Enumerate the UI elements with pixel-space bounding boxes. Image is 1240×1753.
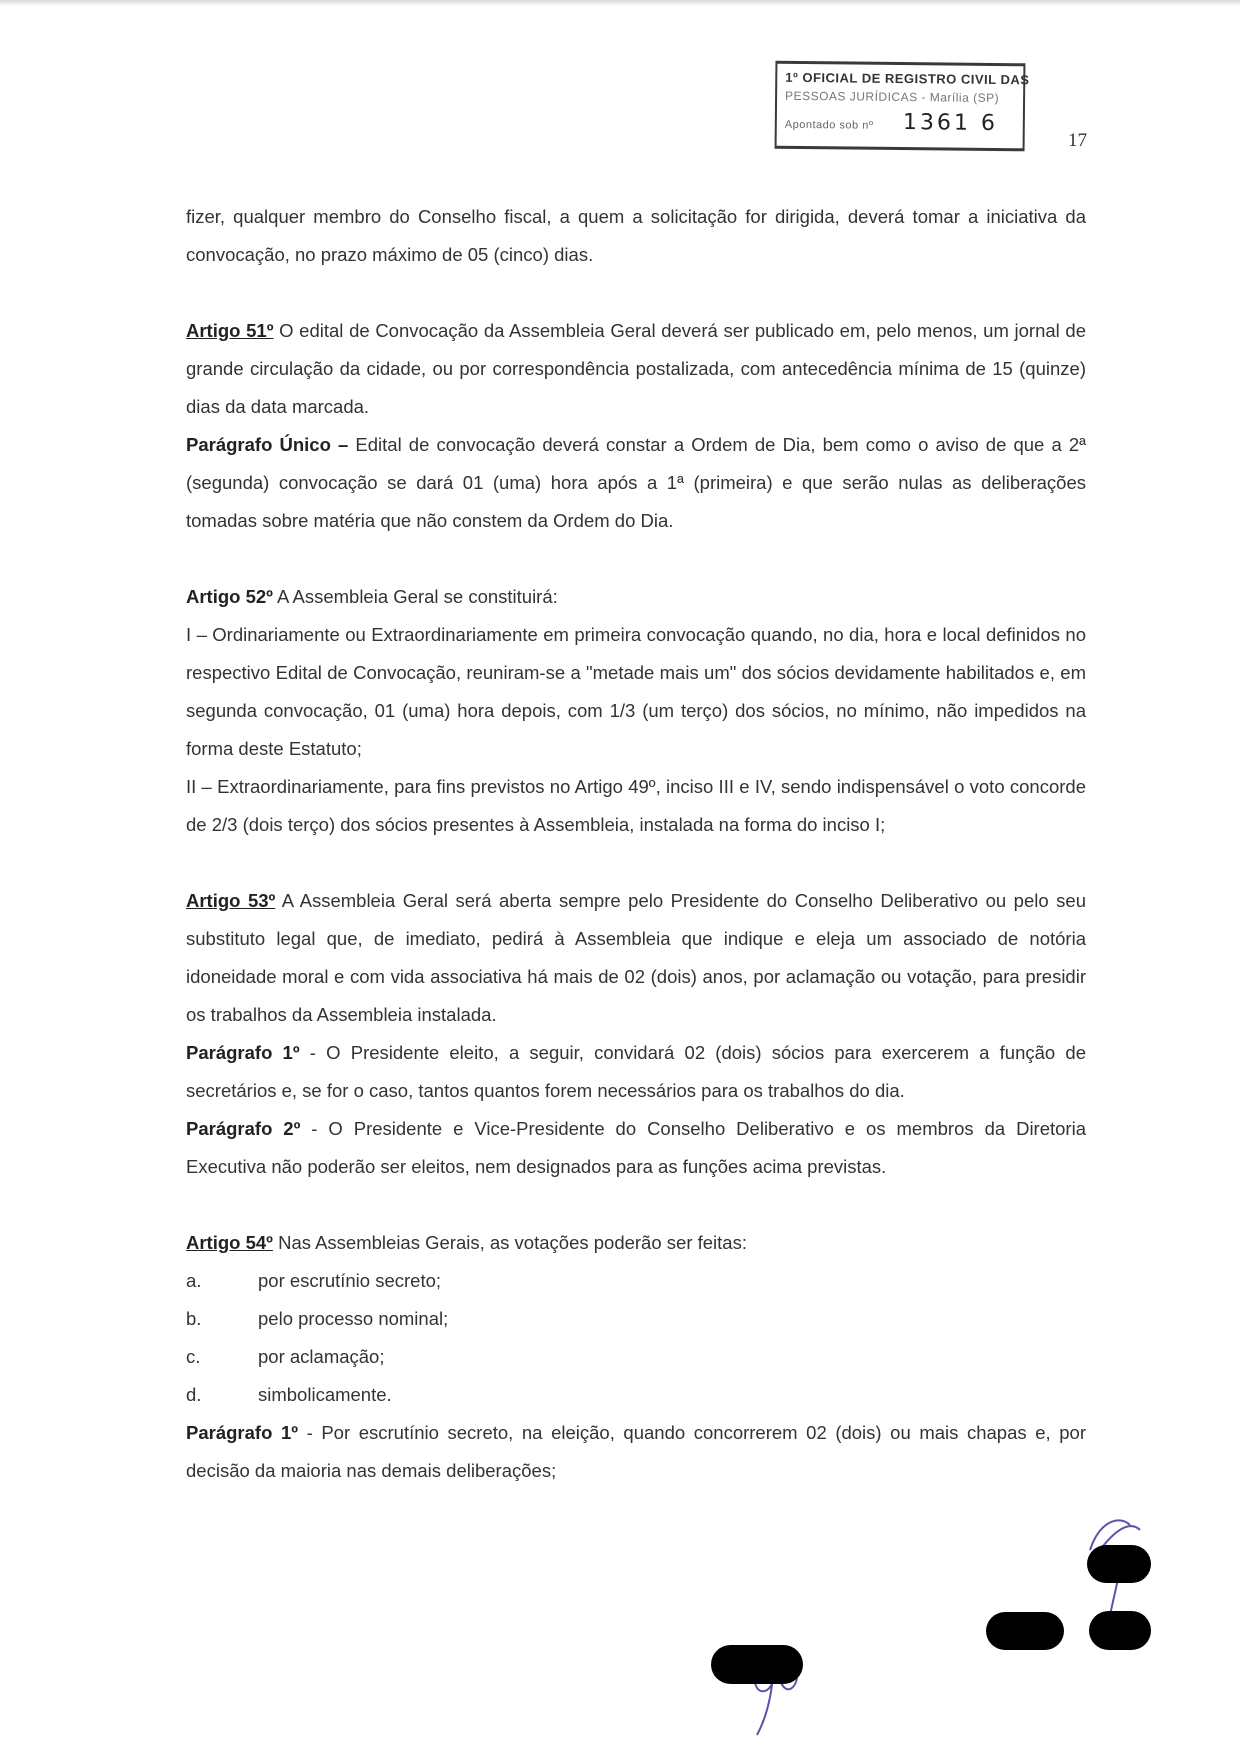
paragraph-title: Parágrafo 1º bbox=[186, 1042, 300, 1063]
article-52-item-i: I – Ordinariamente ou Extraordinariamente em primeira convocação quando, no dia, hora e local definidos no respectivo Edital de Convocação, reuniram-se a "metade mais um" dos sócios devidamente habilitados e, em segunda convocação, 01 (uma) hora depois, com 1/3 (um terço) dos sócios, no mínimo, não impedidos na forma deste Estatuto; bbox=[186, 624, 1086, 759]
list-item bbox=[186, 1376, 1086, 1414]
article-52-text: A Assembleia Geral se constituirá: bbox=[272, 586, 558, 607]
paragraph-title: Parágrafo 2º bbox=[186, 1118, 301, 1139]
registry-stamp bbox=[775, 61, 1030, 152]
redaction-block bbox=[711, 1645, 803, 1684]
article-54-title: Artigo 54º bbox=[186, 1232, 273, 1253]
article-53-paragraph-1 bbox=[186, 1034, 1086, 1110]
stamp-line-3 bbox=[785, 109, 1017, 136]
document-body bbox=[186, 198, 1086, 1490]
redaction-block bbox=[986, 1612, 1064, 1650]
list-marker: c. bbox=[186, 1346, 201, 1367]
article-53-text: A Assembleia Geral será aberta sempre pelo Presidente do Conselho Deliberativo ou pelo seu substituto legal que, de imediato, pedirá à Assembleia que indique e eleja um associado de notória idoneidade moral e com vida associativa há mais de 02 (dois) anos, por aclamação ou votação, para presidir os trabalhos da Assembleia instalada. bbox=[186, 890, 1086, 1025]
paragraph-text: - Por escrutínio secreto, na eleição, quando concorrerem 02 (dois) ou mais chapas e, por decisão da maioria nas demais deliberações; bbox=[186, 1422, 1086, 1481]
redaction-block bbox=[1089, 1611, 1151, 1650]
list-text: simbolicamente. bbox=[258, 1384, 392, 1405]
article-52-title: Artigo 52º bbox=[186, 586, 273, 607]
list-marker: b. bbox=[186, 1308, 202, 1329]
article-52-item-ii: II – Extraordinariamente, para fins previstos no Artigo 49º, inciso III e IV, sendo indispensável o voto concorde de 2/3 (dois terço) dos sócios presentes à Assembleia, instalada na forma do inciso I; bbox=[186, 776, 1086, 835]
article-51-title: Artigo 51º bbox=[186, 320, 274, 341]
list-marker: a. bbox=[186, 1270, 202, 1291]
paragraph-text: Edital de convocação deverá constar a Ordem de Dia, bem como o aviso de que a 2ª (segunda) convocação se dará 01 (uma) hora após a 1ª (primeira) e que serão nulas as deliberações tomadas sobre matéria que não constem da Ordem do Dia. bbox=[186, 434, 1087, 531]
list-item bbox=[186, 1262, 1086, 1300]
list-item bbox=[186, 1338, 1086, 1376]
paragraph-title: Parágrafo Único – bbox=[186, 434, 349, 455]
article-53 bbox=[186, 882, 1086, 1034]
list-item bbox=[186, 1300, 1086, 1338]
redaction-block bbox=[1087, 1545, 1151, 1583]
stamp-label: Apontado sob nº bbox=[784, 118, 874, 132]
list-text: por escrutínio secreto; bbox=[258, 1270, 442, 1291]
stamp-line-1: 1º OFICIAL DE REGISTRO CIVIL DAS bbox=[785, 69, 1030, 88]
list-text: pelo processo nominal; bbox=[258, 1308, 449, 1329]
intro-paragraph: fizer, qualquer membro do Conselho fiscal, a quem a solicitação for dirigida, deverá tomar a iniciativa da convocação, no prazo máximo de 05 (cinco) dias. bbox=[186, 206, 1086, 265]
article-54-text: Nas Assembleias Gerais, as votações poderão ser feitas: bbox=[272, 1232, 747, 1253]
list-text: por aclamação; bbox=[258, 1346, 385, 1367]
list-marker: d. bbox=[186, 1384, 202, 1405]
paragraph-text: - O Presidente eleito, a seguir, convidará 02 (dois) sócios para exercerem a função de secretários e, se for o caso, tantos quantos forem necessários para os trabalhos do dia. bbox=[186, 1042, 1086, 1101]
article-51-paragraph bbox=[186, 426, 1086, 540]
stamp-line-2: PESSOAS JURÍDICAS - Marília (SP) bbox=[785, 88, 1000, 106]
paragraph-title: Parágrafo 1º bbox=[186, 1422, 298, 1443]
scan-edge bbox=[0, 0, 1240, 6]
article-54 bbox=[186, 1224, 1086, 1262]
article-54-paragraph-1 bbox=[186, 1414, 1086, 1490]
stamp-number: 1361 6 bbox=[902, 110, 999, 137]
article-51 bbox=[186, 312, 1086, 426]
paragraph-text: - O Presidente e Vice-Presidente do Conselho Deliberativo e os membros da Diretoria Executiva não poderão ser eleitos, nem designados para as funções acima previstas. bbox=[186, 1118, 1086, 1177]
article-51-text: O edital de Convocação da Assembleia Geral deverá ser publicado em, pelo menos, um jornal de grande circulação da cidade, ou por correspondência postalizada, com antecedência mínima de 15 (quinze) dias da data marcada. bbox=[186, 320, 1087, 417]
article-53-title: Artigo 53º bbox=[186, 890, 276, 911]
article-52 bbox=[186, 578, 1086, 616]
page-number: 17 bbox=[1068, 130, 1087, 151]
article-53-paragraph-2 bbox=[186, 1110, 1086, 1186]
